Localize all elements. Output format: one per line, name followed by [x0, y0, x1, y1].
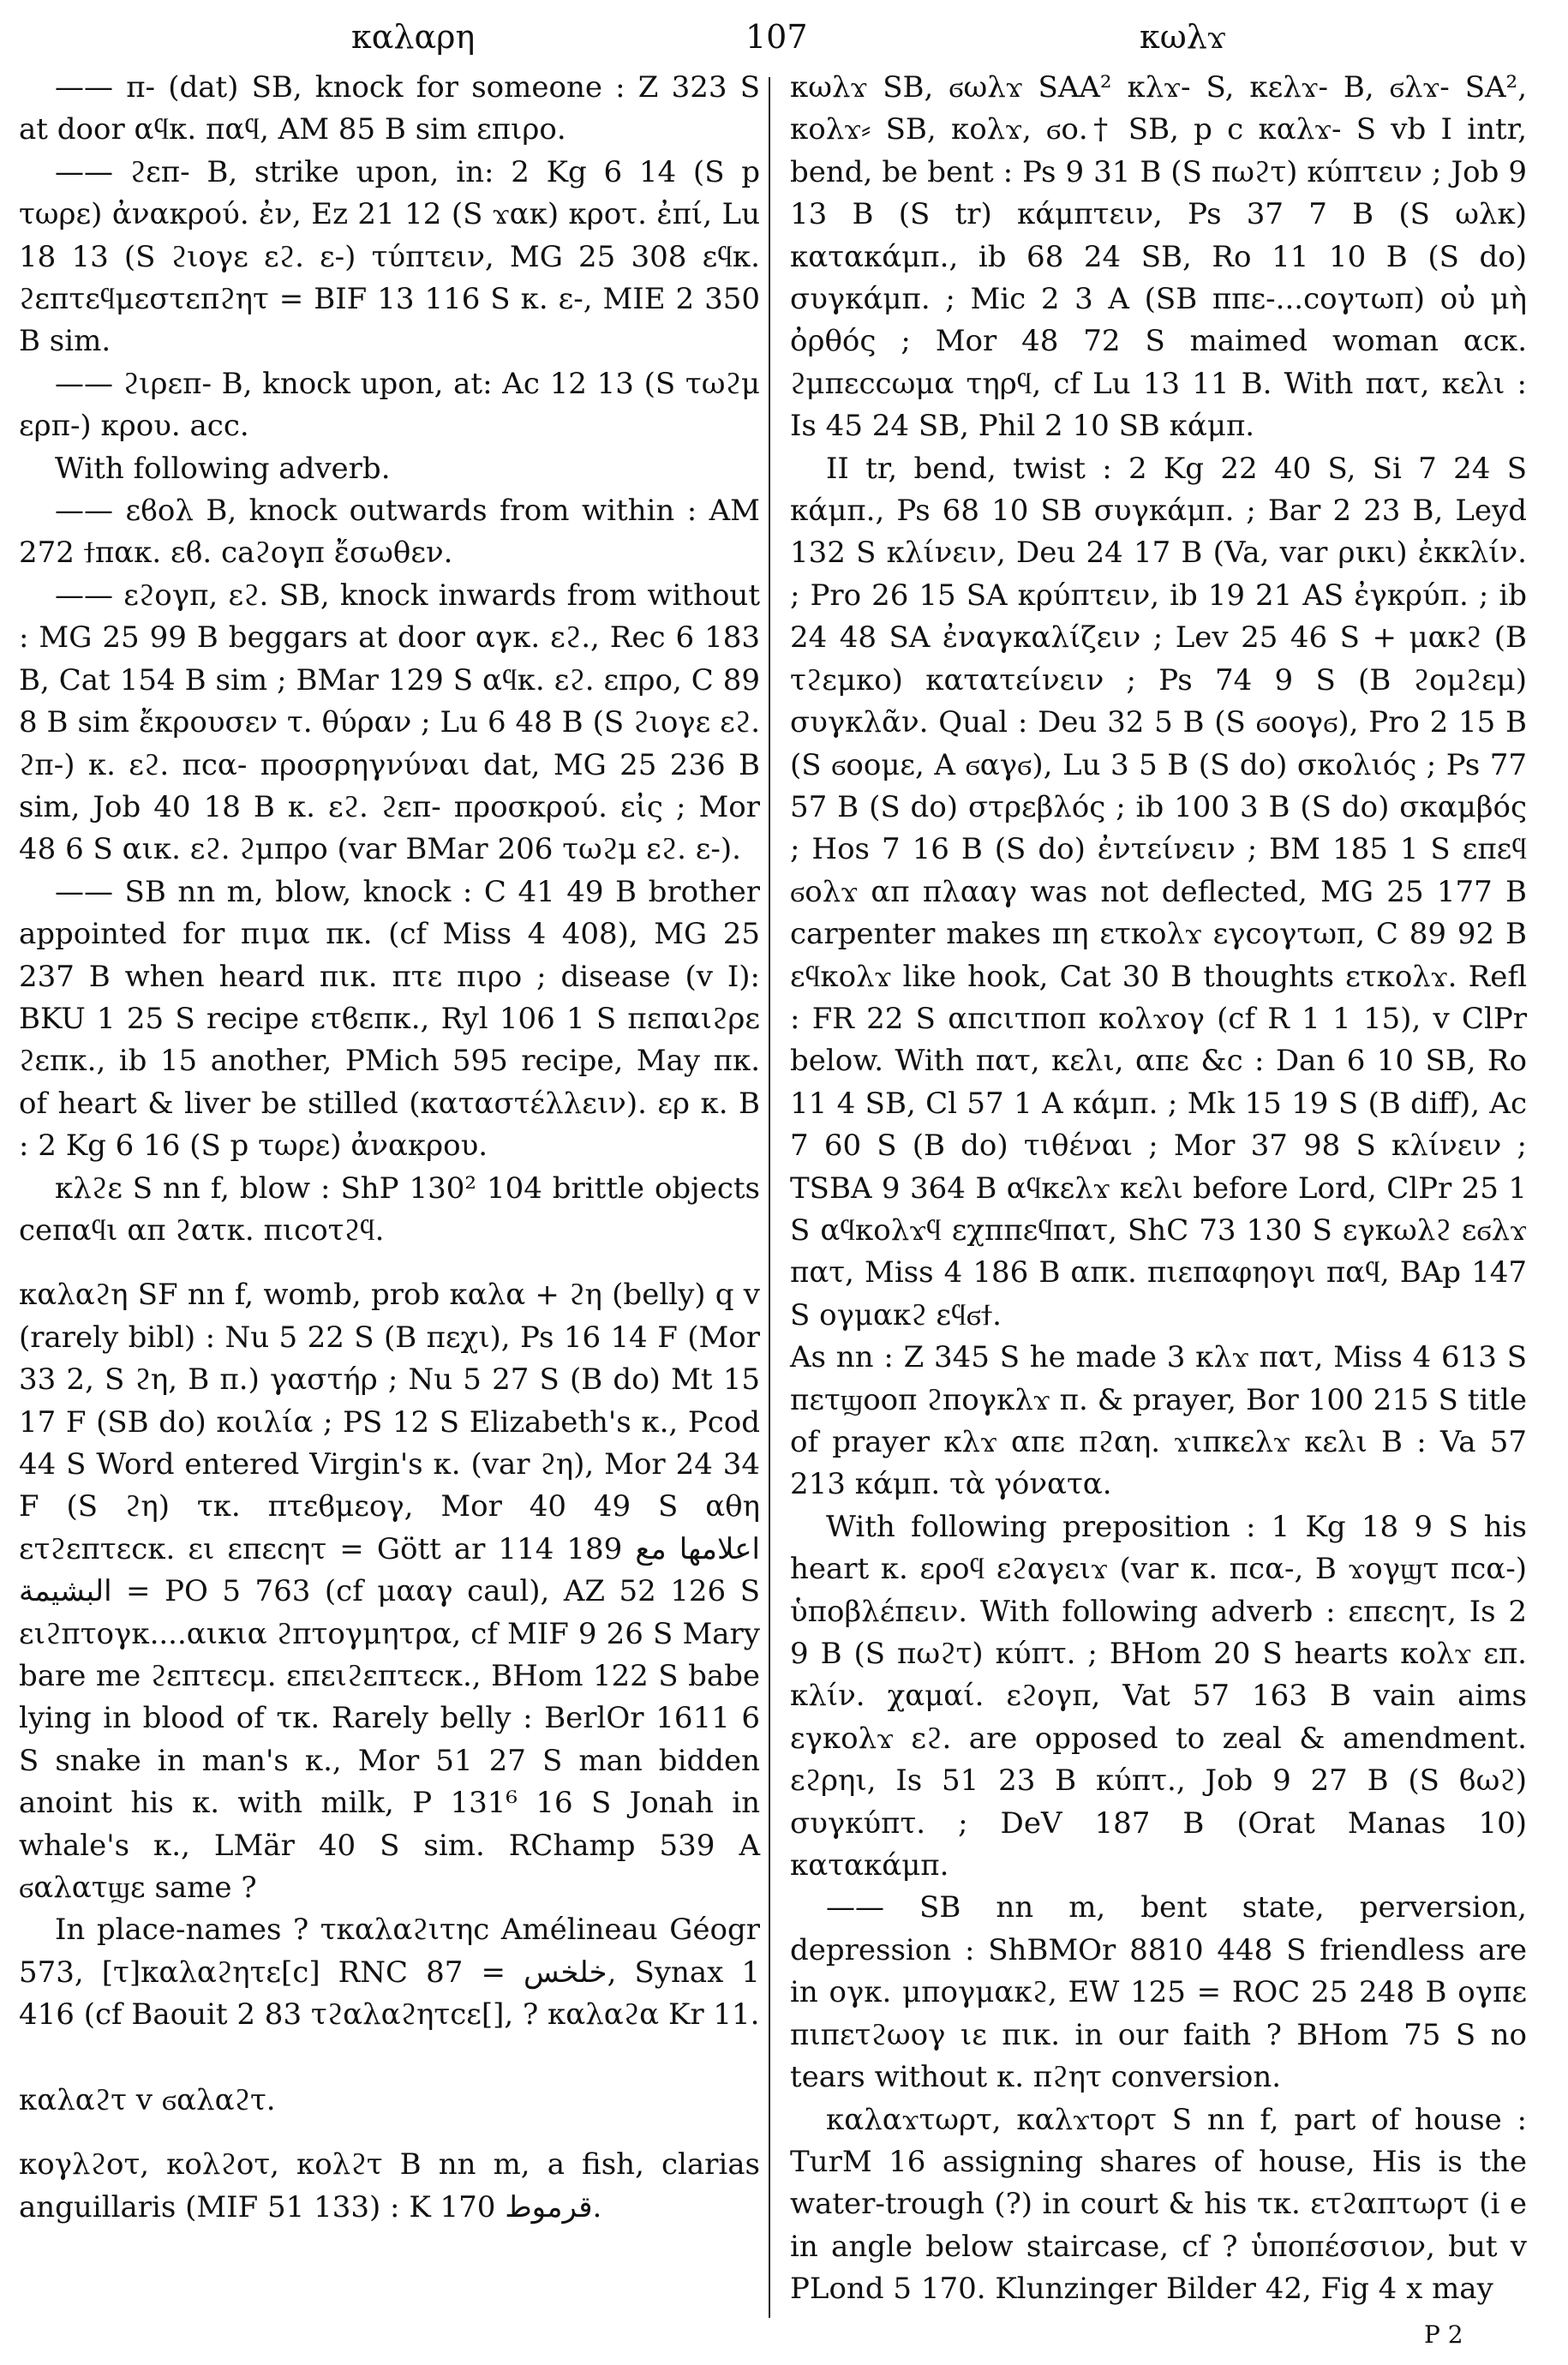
- entry-paragraph: In place-names ? τκαλαϩιτηc Amélineau Géogr 573, [τ]καλαϩητε[c] RNC 87 = خلخس, Synax 1 416 (cf Baouit 2 83 τϩαλαϩητcε[], ? καλαϩα Kr 11.: [19, 1913, 760, 2033]
- entry-headword-paragraph: καλαϩη SF nn f, womb, prob καλα + ϩη (belly) q v (rarely bibl) : Nu 5 22 S (B πεχι), Ps 16 14 F (Mor 33 2, S ϩη, B π.) γαστήρ ; Nu 5 27 S (B do) Mt 15 17 F (SB do) κοιλία ; PS 12 S Elizabeth's κ., Pcod 44 S Word entered Virgin's κ. (var ϩη), Mor 24 34 F (S ϩη) τκ. πτεϐμεογ, Mor 40 49 S αθη ετϩεπτεcκ. ει επεcητ = Gött ar 114 189 اعلامها مع البشيمة = PO 5 763 (cf μααγ caul), AZ 52 126 S ειϩπτογκ....αικια ϩπτογμητρα, cf MIF 9 26 S Mary bare me ϩεπτεcμ. επειϩεπτεcκ., BHom 122 S babe lying in blood of τκ. Rarely belly : BerlOr 1611 6 S snake in man's κ., Mor 51 27 S man bidden anoint his κ. with milk, P 131⁶ 16 S Jonah in whale's κ., LMär 40 S sim. RChamp 539 A ϭαλατϣε same ?: [19, 1278, 760, 1906]
- entry-paragraph: II tr, bend, twist : 2 Kg 22 40 S, Si 7 24 S κάμπ., Ps 68 10 SB συγκάμπ. ; Bar 2 23 B, Leyd 132 S κλίνειν, Deu 24 17 B (Va, var ρικι) ἐκκλίν. ; Pro 26 15 SA κρύπτειν, ib 19 21 AS ἐγκρύπ. ; ib 24 48 SA ἐναγκαλίζειν ; Lev 25 46 S + μακϩ (B τϩεμκο) κατατείνειν ; Ps 74 9 S (B ϩομϩεμ) συγκλᾶν. Qual : Deu 32 5 B (S ϭοογϭ), Pro 2 15 B (S ϭοομε, A ϭαγϭ), Lu 3 5 B (S do) σκολιός ; Ps 77 57 B (S do) στρεβλός ; ib 100 3 B (S do) σκαμβός ; Hos 7 16 B (S do) ἐντείνειν ; BM 185 1 S επεϥ ϭολϫ απ πλααγ was not deflected, MG 25 177 B carpenter makes πη ετκολϫ εγcογτωπ, C 89 92 B εϥκολϫ like hook, Cat 30 B thoughts ετκολϫ. Refl : FR 22 S απcιτποπ κολϫογ (cf R 1 1 15), v ClPr below. With πατ, κελι, απε &c : Dan 6 10 SB, Ro 11 4 SB, Cl 57 1 A κάμπ. ; Mk 15 19 S (B diff), Ac 7 60 S (B do) τιθέναι ; Mor 37 98 S κλίνειν ; TSBA 9 364 B αϥκελϫ κελι before Lord, ClPr 25 1 S αϥκολϫϥ εχππεϥπατ, ShC 73 130 S εγκωλϩ εϭλϫ πατ, Miss 4 186 B απκ. πιεπαφηογι παϥ, BAp 147 S ογμακϩ εϥϭϯ.: [790, 451, 1527, 1332]
- entry-paragraph: —— ϩιρεπ- B, knock upon, at: Ac 12 13 (S τωϩμ ερπ-) κρου. acc.: [19, 366, 760, 444]
- left-column: [19, 67, 760, 2229]
- running-head-right: κωλϫ: [1140, 18, 1226, 56]
- entry-paragraph: —— SB nn m, blow, knock : C 41 49 B brother appointed for πιμα πκ. (cf Miss 4 408), MG 25 237 B when heard πικ. πτε πιρο ; disease (v I): BKU 1 25 S recipe ετϐεπκ., Ryl 106 1 S πεπαιϩρε ϩεπκ., ib 15 another, PMich 595 recipe, May πκ. of heart & liver be stilled (καταστέλλειν). ερ κ. B : 2 Kg 6 16 (S p τωρε) ἀνακρου.: [19, 874, 760, 1164]
- entry-paragraph: καλαϫτωρτ, καλϫτορτ S nn f, part of house : TurM 16 assigning shares of house, His is the water-trough (?) in court & his τκ. ετϩαπτωρτ (i e in angle below staircase, cf ? ὑποπέσσιον, but v PLond 5 170. Klunzinger Bilder 42, Fig 4 x may: [790, 2102, 1527, 2307]
- entry-paragraph: With following adverb.: [55, 451, 391, 486]
- entry-headword-paragraph: καλαϩτ v ϭαλαϩτ.: [19, 2082, 276, 2117]
- signature-mark: P 2: [1424, 2320, 1463, 2349]
- entry-paragraph: As nn : Z 345 S he made 3 κλϫ πατ, Miss 4 613 S πετϣοοπ ϩπογκλϫ π. & prayer, Bor 100 215 S title of prayer κλϫ απε πϩαη. ϫιπκελϫ κελι B : Va 57 213 κάμπ. τὰ γόνατα.: [790, 1340, 1527, 1502]
- entry-headword-paragraph: κογλϩοτ, κολϩοτ, κολϩτ B nn m, a fish, clarias anguillaris (MIF 51 133) : K 170 قرموط.: [19, 2147, 760, 2224]
- entry-paragraph: —— εϐολ B, knock outwards from within : AM 272 ϯπακ. εϐ. caϩογπ ἔσωθεν.: [19, 494, 760, 571]
- entry-paragraph: —— εϩογπ, εϩ. SB, knock inwards from without : MG 25 99 B beggars at door αγκ. εϩ., Rec 6 183 B, Cat 154 B sim ; BMar 129 S αϥκ. εϩ. επρο, C 89 8 B sim ἔκρουσεν τ. θύραν ; Lu 6 48 B (S ϩιογε εϩ. ϩπ-) κ. εϩ. πcα- προσρηγνύναι dat, MG 25 236 B sim, Job 40 18 B κ. εϩ. ϩεπ- προσκρού. εἰς ; Mor 48 6 S αικ. εϩ. ϩμπρο (var BMar 206 τωϩμ εϩ. ε-).: [19, 578, 760, 867]
- right-column: [790, 67, 1527, 2311]
- running-head-left: καλαρη: [351, 18, 476, 56]
- page-number: 107: [745, 18, 808, 56]
- entry-paragraph: —— π- (dat) SB, knock for someone : Z 323 S at door αϥκ. παϥ, AM 85 B sim επιρο.: [19, 70, 760, 147]
- entry-paragraph: —— ϩεπ- B, strike upon, in: 2 Kg 6 14 (S p τωρε) ἀνακρού. ἐν, Ez 21 12 (S ϫακ) κροτ. ἐπί, Lu 18 13 (S ϩιογε εϩ. ε-) τύπτειν, MG 25 308 εϥκ. ϩεπτεϥμεστεπϩητ = BIF 13 116 S κ. ε-, MIE 2 350 B sim.: [19, 154, 760, 359]
- entry-paragraph: —— SB nn m, bent state, perversion, depression : ShBMOr 8810 448 S friendless are in ογκ. μπογμακϩ, EW 125 = ROC 25 248 B ογπε πιπετϩωογ ιε πικ. in our faith ? BHom 75 S no tears without κ. πϩητ conversion.: [790, 1890, 1527, 2095]
- entry-paragraph: κλϩε S nn f, blow : ShP 130² 104 brittle objects ceπαϥι απ ϩατκ. πιcοτϩϥ.: [19, 1171, 760, 1248]
- entry-paragraph: With following preposition : 1 Kg 18 9 S his heart κ. εροϥ εϩαγειϫ (var κ. πcα-, B ϫογϣτ πcα-) ὑποβλέπειν. With following adverb : επεcητ, Is 2 9 B (S πωϩτ) κύπτ. ; BHom 20 S hearts κολϫ επ. κλίν. χαμαί. εϩογπ, Vat 57 163 B vain aims εγκολϫ εϩ. are opposed to zeal & amendment. εϩρηι, Is 51 23 B κύπτ., Job 9 27 B (S ϐωϩ) συγκύπτ. ; DeV 187 B (Orat Manas 10) κατακάμπ.: [790, 1509, 1527, 1883]
- entry-headword-paragraph: κωλϫ SB, ϭωλϫ SAA² κλϫ- S, κελϫ- B, ϭλϫ- SA², κολϫ⸗ SB, κολϫ, ϭο.† SB, p c καλϫ- S vb I intr, bend, be bent : Ps 9 31 B (S πωϩτ) κύπτειν ; Job 9 13 B (S tr) κάμπτειν, Ps 37 7 B (S ωλκ) κατακάμπ., ib 68 24 SB, Ro 11 10 B (S do) συγκάμπ. ; Mic 2 3 A (SB ππε-...cογτωπ) οὐ μὴ ὀρθός ; Mor 48 72 S maimed woman αcκ. ϩμπεccωμα τηρϥ, cf Lu 13 11 B. With πατ, κελι : Is 45 24 SB, Phil 2 10 SB κάμπ.: [790, 70, 1528, 444]
- column-divider: [769, 77, 770, 2318]
